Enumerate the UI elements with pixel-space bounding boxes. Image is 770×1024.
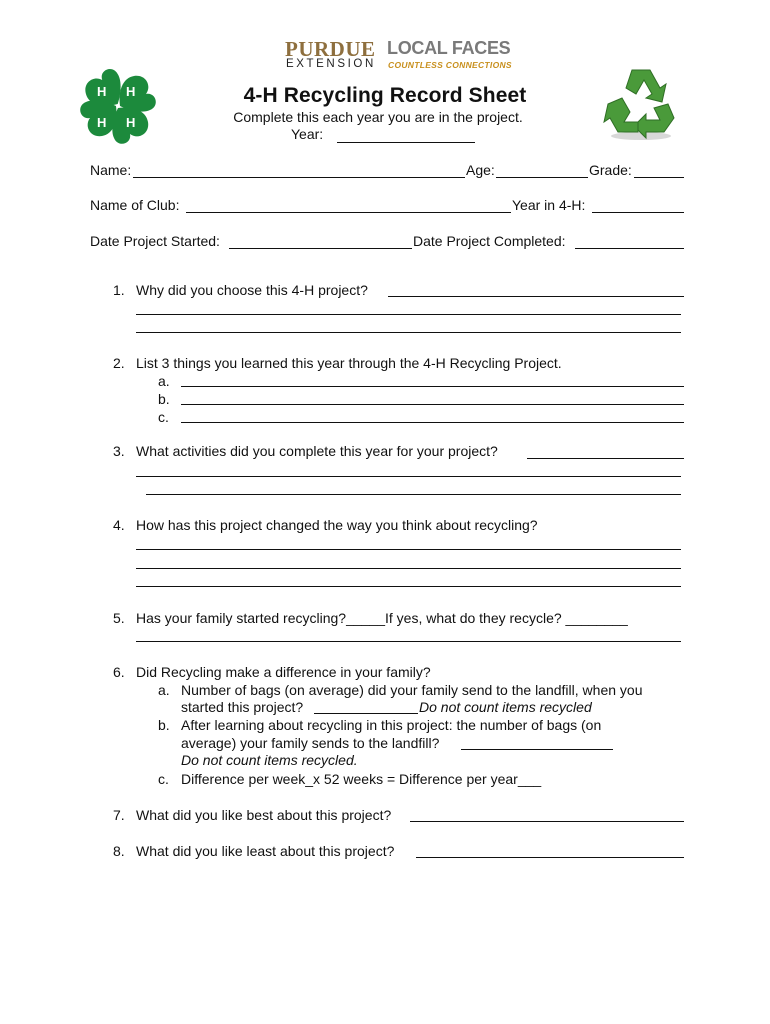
q5-text: Has your family started recycling?_____If yes, what do they recycle? ________ (136, 610, 628, 626)
clover-h-1: H (97, 84, 107, 99)
q6-b-answer[interactable] (461, 749, 613, 750)
q6-b-line2: average) your family sends to the landfill? (181, 735, 440, 751)
q1-answer-line-1[interactable] (388, 296, 684, 297)
q7-answer-line[interactable] (410, 821, 684, 822)
q2-a-answer[interactable] (181, 386, 684, 387)
q6-a-answer[interactable] (314, 713, 418, 714)
year-in-4h-label: Year in 4-H: (512, 197, 586, 213)
q8-text: What did you like least about this project? (136, 843, 395, 859)
date-started-field[interactable] (229, 248, 412, 249)
q2-b-answer[interactable] (181, 404, 684, 405)
q6-b-label: b. (158, 717, 170, 733)
q6-a-note: Do not count items recycled (419, 699, 592, 715)
clover-h-2: H (126, 84, 136, 99)
q3-answer-line-1[interactable] (527, 458, 684, 459)
date-completed-field[interactable] (575, 248, 684, 249)
year-label: Year: (291, 126, 324, 142)
q6-number: 6. (113, 664, 125, 680)
name-field[interactable] (133, 177, 465, 178)
q6-a-line2: started this project? (181, 699, 304, 715)
q4-text: How has this project changed the way you think about recycling? (136, 517, 538, 533)
q7-number: 7. (113, 807, 125, 823)
clover-h-4: H (97, 115, 107, 130)
date-completed-label: Date Project Completed: (413, 233, 566, 249)
q1-answer-line-2[interactable] (136, 314, 681, 315)
q1-text: Why did you choose this 4-H project? (136, 282, 368, 298)
age-label: Age: (466, 162, 495, 178)
q6-c-text: Difference per week_x 52 weeks = Difference per year___ (181, 771, 542, 787)
name-label: Name: (90, 162, 132, 178)
club-label: Name of Club: (90, 197, 180, 213)
q2-text: List 3 things you learned this year through the 4-H Recycling Project. (136, 355, 562, 371)
date-started-label: Date Project Started: (90, 233, 220, 249)
q8-number: 8. (113, 843, 125, 859)
age-field[interactable] (496, 177, 588, 178)
q4-answer-line-1[interactable] (136, 549, 681, 550)
local-faces-logo-text: LOCAL FACES (387, 38, 511, 58)
q3-text: What activities did you complete this year for your project? (136, 443, 498, 459)
q4-answer-line-3[interactable] (136, 586, 681, 587)
q6-a-label: a. (158, 682, 170, 698)
q3-number: 3. (113, 443, 125, 459)
clover-h-3: H (126, 115, 136, 130)
q6-a-line1: Number of bags (on average) did your family send to the landfill, when you (181, 682, 643, 698)
q4-number: 4. (113, 517, 125, 533)
q4-answer-line-2[interactable] (136, 568, 681, 569)
q2-b-label: b. (158, 391, 170, 407)
q6-b-line1: After learning about recycling in this project: the number of bags (on (181, 717, 602, 733)
year-field[interactable] (337, 142, 475, 143)
q2-number: 2. (113, 355, 125, 371)
countless-connections-text: COUNTLESS CONNECTIONS (388, 60, 512, 70)
q2-c-label: c. (158, 409, 169, 425)
subtitle: Complete this each year you are in the project. (233, 109, 523, 125)
q1-answer-line-3[interactable] (136, 332, 681, 333)
q5-answer-line[interactable] (136, 641, 681, 642)
q6-c-label: c. (158, 771, 169, 787)
q1-number: 1. (113, 282, 125, 298)
grade-field[interactable] (634, 177, 684, 178)
q2-c-answer[interactable] (181, 422, 684, 423)
q3-answer-line-3[interactable] (146, 494, 681, 495)
q6-b-note: Do not count items recycled. (181, 752, 358, 768)
club-field[interactable] (186, 212, 511, 213)
q6-text: Did Recycling make a difference in your family? (136, 664, 431, 680)
year-in-4h-field[interactable] (592, 212, 684, 213)
grade-label: Grade: (589, 162, 632, 178)
q5-number: 5. (113, 610, 125, 626)
extension-logo-text: EXTENSION (286, 58, 376, 70)
purdue-logo-text: PURDUE (285, 37, 376, 61)
q3-answer-line-2[interactable] (136, 476, 681, 477)
q8-answer-line[interactable] (416, 857, 684, 858)
q7-text: What did you like best about this project? (136, 807, 392, 823)
page-title: 4-H Recycling Record Sheet (243, 84, 527, 107)
q2-a-label: a. (158, 373, 170, 389)
